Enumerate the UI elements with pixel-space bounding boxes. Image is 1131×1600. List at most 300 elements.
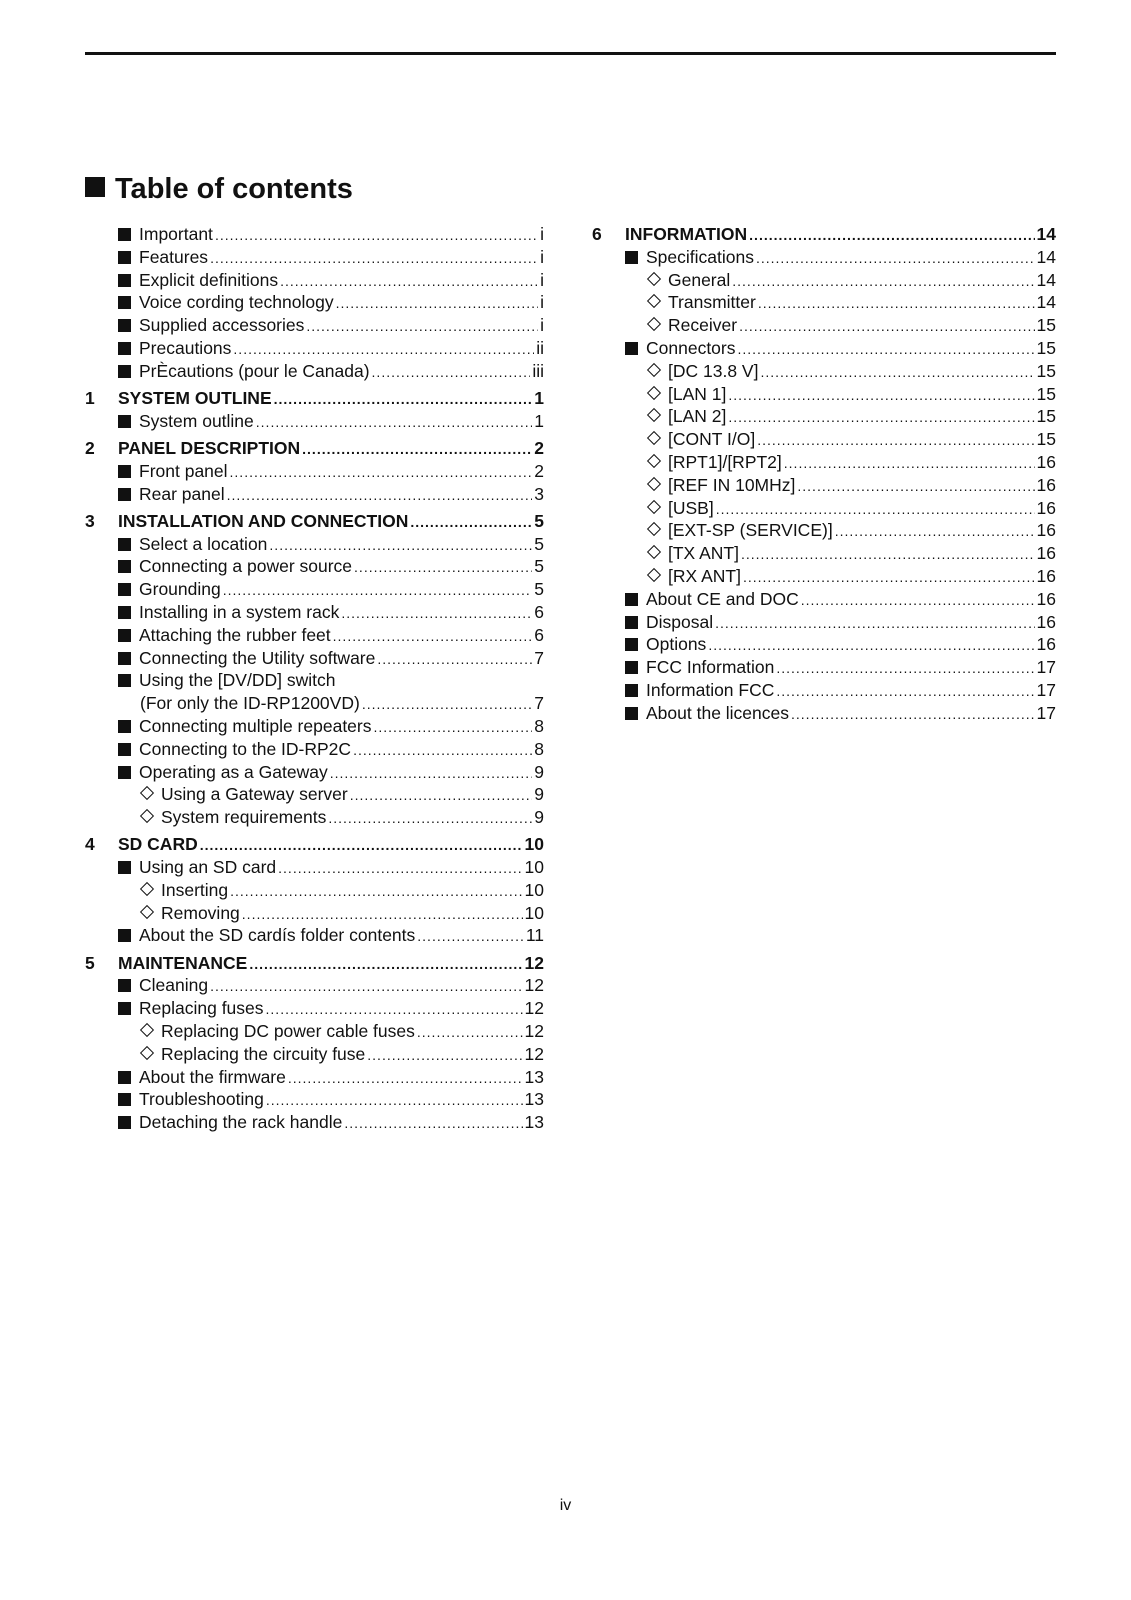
toc-page-number: 14: [1036, 269, 1056, 290]
toc-entry-title: Using a Gateway server: [161, 784, 348, 805]
toc-entry-title: About the licences: [646, 702, 790, 723]
dot-leader: [716, 498, 1035, 521]
toc-entry-row[interactable]: [592, 519, 1056, 542]
toc-entry: [625, 588, 1056, 612]
dot-leader: [835, 520, 1035, 543]
toc-entry-title: Using an SD card: [139, 857, 277, 878]
dot-leader: [353, 739, 532, 762]
toc-entry-title: Connectors: [646, 337, 736, 358]
toc-page-number: i: [540, 224, 544, 244]
toc-entry: [118, 483, 544, 507]
diamond-bullet-icon: [647, 474, 668, 497]
toc-entry: [625, 679, 1056, 703]
page-title-text: Table of contents: [115, 173, 353, 205]
toc-entry-row[interactable]: [85, 879, 544, 902]
toc-entry-row[interactable]: [592, 679, 1056, 702]
square-bullet-icon: [118, 291, 139, 314]
toc-entry: [118, 510, 544, 534]
toc-entry-row[interactable]: [85, 291, 544, 314]
toc-entry: [625, 223, 1056, 247]
diamond-bullet-icon: [140, 1020, 161, 1043]
square-bullet-icon: [118, 314, 139, 337]
toc-entry-title: Voice cording technology: [139, 292, 334, 313]
toc-entry-row[interactable]: [85, 483, 544, 506]
toc-page-number: 15: [1036, 406, 1056, 427]
toc-entry-row[interactable]: [85, 924, 544, 947]
dot-leader: [417, 925, 524, 948]
toc-page-number: 10: [524, 834, 544, 855]
toc-page-number: 15: [1036, 337, 1056, 358]
dot-leader: [230, 880, 522, 903]
dot-leader: [306, 315, 538, 338]
toc-entry-row[interactable]: [85, 783, 544, 806]
toc-left-column: [85, 223, 544, 1134]
toc-entry-row[interactable]: [592, 291, 1056, 314]
toc-entry-title: PANEL DESCRIPTION: [118, 437, 301, 458]
dot-leader: [715, 612, 1034, 635]
toc-entry-title: [RX ANT]: [668, 565, 741, 586]
toc-entry-row[interactable]: [85, 669, 544, 692]
toc-page-number: 13: [524, 1066, 544, 1087]
dot-leader: [242, 903, 523, 926]
toc-page-number: 14: [1036, 292, 1056, 313]
toc-entry-row[interactable]: [592, 474, 1056, 497]
dot-leader: [739, 315, 1034, 338]
toc-entry: [118, 1066, 544, 1090]
square-bullet-icon: [118, 337, 139, 360]
dot-leader: [377, 648, 532, 671]
toc-entry-title: [USB]: [668, 497, 714, 518]
toc-entry: [625, 337, 1056, 361]
toc-page-number: 17: [1036, 702, 1056, 723]
square-bullet-icon: [118, 1066, 139, 1089]
square-bullet-icon: [118, 555, 139, 578]
toc-page-number: 16: [1036, 634, 1056, 655]
page-number: iv: [559, 1497, 572, 1514]
toc-entry-row[interactable]: [85, 337, 544, 360]
toc-entry: [647, 314, 1056, 338]
diamond-bullet-icon: [647, 428, 668, 451]
toc-entry-row[interactable]: [85, 1088, 544, 1111]
toc-page-number: 5: [534, 579, 544, 600]
section-number: 3: [85, 510, 95, 531]
toc-entry-row[interactable]: [85, 601, 544, 624]
toc-page-number: 16: [1036, 497, 1056, 518]
toc-section-row[interactable]: [85, 833, 544, 856]
toc-entry-row[interactable]: [85, 314, 544, 337]
toc-entry-title: Disposal: [646, 611, 714, 632]
toc-entry-row[interactable]: [592, 542, 1056, 565]
dot-leader: [210, 247, 538, 270]
toc-entry-row[interactable]: [85, 997, 544, 1020]
toc-entry-title: Transmitter: [668, 292, 756, 313]
toc-entry-title: [CONT I/O]: [668, 429, 756, 450]
toc-page-number: i: [540, 292, 544, 313]
toc-entry-title: FCC Information: [646, 657, 775, 678]
toc-entry-row[interactable]: [85, 578, 544, 601]
toc-entry-row[interactable]: [85, 246, 544, 269]
toc-entry-title: General: [668, 269, 731, 290]
toc-entry: [140, 1020, 544, 1044]
toc-entry-title: INFORMATION: [625, 224, 748, 244]
toc-entry: [118, 555, 544, 579]
dot-leader: [350, 784, 533, 807]
square-bullet-icon: [625, 246, 646, 269]
dot-leader: [797, 475, 1034, 498]
dot-leader: [372, 361, 531, 384]
toc-entry-title: Connecting to the ID-RP2C: [139, 738, 352, 759]
dot-leader: [215, 224, 538, 247]
toc-page-number: 17: [1036, 657, 1056, 678]
toc-page-number: 12: [524, 998, 544, 1019]
toc-entry-row[interactable]: [85, 1020, 544, 1043]
toc-entry-row[interactable]: [85, 692, 544, 715]
toc-entry-row[interactable]: [592, 314, 1056, 337]
square-bullet-icon: [118, 410, 139, 433]
diamond-bullet-icon: [647, 542, 668, 565]
toc-entry-title: Replacing fuses: [139, 998, 264, 1019]
toc-section-row[interactable]: [85, 952, 544, 975]
toc-page-number: iii: [532, 360, 544, 381]
diamond-bullet-icon: [647, 519, 668, 542]
square-bullet-icon: [118, 761, 139, 784]
toc-entry-title: About the firmware: [139, 1066, 286, 1087]
toc-entry: [118, 856, 544, 880]
dot-leader: [776, 657, 1034, 680]
toc-page-number: 9: [534, 761, 544, 782]
toc-entry: [647, 360, 1056, 384]
toc-entry-title: Rear panel: [139, 483, 225, 504]
toc-entry-title: Connecting a power source: [139, 556, 353, 577]
square-bullet-icon: [625, 611, 646, 634]
toc-entry: [118, 647, 544, 671]
toc-entry-title: [LAN 2]: [668, 406, 727, 427]
toc-page-number: i: [540, 246, 544, 267]
toc-entry: [118, 578, 544, 602]
toc-entry-row[interactable]: [85, 974, 544, 997]
toc-section-row[interactable]: [85, 387, 544, 410]
toc-page-number: 3: [534, 483, 544, 504]
diamond-bullet-icon: [140, 902, 161, 925]
toc-entry-row[interactable]: [85, 360, 544, 383]
toc-entry: [647, 519, 1056, 543]
toc-entry-row[interactable]: [85, 1066, 544, 1089]
toc-entry: [118, 974, 544, 998]
square-bullet-icon: [118, 223, 139, 246]
toc-page-number: i: [540, 315, 544, 336]
toc-entry-row[interactable]: [85, 806, 544, 829]
toc-entry-title: Replacing the circuity fuse: [161, 1043, 366, 1064]
section-number: 2: [85, 437, 95, 458]
toc-entry-row[interactable]: [85, 460, 544, 483]
square-bullet-icon: [118, 601, 139, 624]
square-bullet-icon: [118, 360, 139, 383]
toc-entry-title: Explicit definitions: [139, 269, 279, 290]
toc-page-number: 12: [524, 952, 544, 973]
diamond-bullet-icon: [140, 1043, 161, 1066]
toc-entry-title: MAINTENANCE: [118, 952, 248, 973]
toc-entry-title: Important: [139, 224, 213, 244]
toc-page-number: 2: [534, 437, 544, 458]
dot-leader: [756, 247, 1035, 270]
dot-leader: [210, 975, 522, 998]
square-bullet-icon: [118, 997, 139, 1020]
toc-page-number: 15: [1036, 383, 1056, 404]
toc-entry: [140, 783, 544, 807]
dot-leader: [757, 429, 1034, 452]
toc-entry-title: Installing in a system rack: [139, 601, 340, 622]
square-bullet-icon: [118, 738, 139, 761]
square-bullet-icon: [118, 1111, 139, 1134]
toc-page-number: 12: [524, 1043, 544, 1064]
toc-page-number: 8: [534, 715, 544, 736]
toc-entry-row[interactable]: [85, 738, 544, 761]
dot-leader: [784, 452, 1035, 475]
toc-entry: [118, 601, 544, 625]
square-bullet-icon: [118, 269, 139, 292]
toc-page-number: 7: [534, 693, 544, 714]
toc-entry: [625, 611, 1056, 635]
toc-entry-row[interactable]: [592, 451, 1056, 474]
toc-entry-row[interactable]: [592, 405, 1056, 428]
toc-page-number: 5: [534, 533, 544, 554]
toc-entry-row[interactable]: [592, 337, 1056, 360]
toc-page-number: 9: [534, 784, 544, 805]
toc-entry: [140, 879, 544, 903]
diamond-bullet-icon: [647, 269, 668, 292]
toc-section-row[interactable]: [592, 223, 1056, 246]
toc-entry-row[interactable]: [85, 555, 544, 578]
dot-leader: [741, 543, 1035, 566]
toc-entry-title: [LAN 1]: [668, 383, 727, 404]
toc-entry-title: Detaching the rack handle: [139, 1112, 343, 1133]
toc-entry: [118, 314, 544, 338]
toc-page-number: 9: [534, 807, 544, 828]
square-bullet-icon: [118, 533, 139, 556]
toc-entry-row[interactable]: [592, 611, 1056, 634]
toc-entry: [647, 497, 1056, 521]
toc-page-number: 16: [1036, 543, 1056, 564]
toc-entry-title: Connecting multiple repeaters: [139, 715, 372, 736]
toc-entry-row[interactable]: [592, 588, 1056, 611]
dot-leader: [266, 998, 523, 1021]
toc-page-number: 14: [1036, 224, 1056, 244]
toc-entry: [647, 451, 1056, 475]
toc-entry-title: Features: [139, 246, 209, 267]
toc-entry-row[interactable]: [85, 410, 544, 433]
toc-entry-title: [DC 13.8 V]: [668, 360, 759, 381]
toc-section-row[interactable]: [85, 510, 544, 533]
toc-entry-title: Select a location: [139, 533, 268, 554]
toc-entry-row[interactable]: [592, 246, 1056, 269]
toc-page-number: 15: [1036, 360, 1056, 381]
toc-entry: [118, 291, 544, 315]
toc-entry-row[interactable]: [85, 1111, 544, 1134]
toc-entry-row[interactable]: [85, 761, 544, 784]
toc-page-number: ii: [536, 337, 544, 358]
dot-leader: [410, 511, 532, 534]
section-number: 4: [85, 834, 95, 855]
toc-entry: [118, 738, 544, 762]
dot-leader: [278, 857, 522, 880]
toc-entry-row[interactable]: [592, 428, 1056, 451]
toc-entry: [118, 1111, 544, 1135]
toc-entry: [625, 656, 1056, 680]
toc-entry: [118, 460, 544, 484]
toc-page-number: 13: [524, 1112, 544, 1133]
toc-entry-row[interactable]: [85, 624, 544, 647]
diamond-bullet-icon: [647, 383, 668, 406]
toc-section-row[interactable]: [85, 437, 544, 460]
toc-entry: [647, 269, 1056, 293]
diamond-bullet-icon: [647, 497, 668, 520]
toc-entry: [647, 542, 1056, 566]
toc-entry-row[interactable]: [85, 1043, 544, 1066]
square-bullet-icon: [118, 856, 139, 879]
toc-entry: [118, 337, 544, 361]
dot-leader: [223, 579, 533, 602]
toc-entry-title: Removing: [161, 902, 240, 923]
dot-leader: [341, 602, 532, 625]
toc-entry-title: Supplied accessories: [139, 315, 305, 336]
dot-leader: [791, 703, 1035, 726]
square-bullet-icon: [118, 924, 139, 947]
toc-entry-title: Specifications: [646, 246, 754, 267]
toc-entry: [647, 405, 1056, 429]
dot-leader: [367, 1044, 522, 1067]
dot-leader: [374, 716, 533, 739]
dot-leader: [760, 361, 1034, 384]
square-bullet-icon: [625, 702, 646, 725]
toc-page-number: 6: [534, 601, 544, 622]
toc-right-column: [592, 223, 1056, 725]
toc-entry-title: (For only the ID-RP1200VD): [140, 693, 360, 714]
toc-entry: [118, 437, 544, 461]
toc-entry-row[interactable]: [592, 269, 1056, 292]
toc-entry-title: System requirements: [161, 807, 327, 828]
toc-entry-row[interactable]: [592, 633, 1056, 656]
header-rule: [85, 52, 1056, 55]
toc-entry-title: Attaching the rubber feet: [139, 624, 331, 645]
dot-leader: [266, 1089, 523, 1112]
square-bullet-icon: [118, 460, 139, 483]
diamond-bullet-icon: [647, 405, 668, 428]
dot-leader: [801, 589, 1035, 612]
toc-entry-title: [EXT-SP (SERVICE)]: [668, 520, 833, 541]
toc-entry-row[interactable]: [85, 902, 544, 925]
dot-leader: [274, 388, 533, 411]
section-number: 1: [85, 387, 95, 408]
toc-page-number: 16: [1036, 451, 1056, 472]
toc-page-number: 10: [524, 879, 544, 900]
square-bullet-icon: [625, 656, 646, 679]
dot-leader: [256, 411, 532, 434]
dot-leader: [200, 834, 523, 857]
toc-entry: [118, 410, 544, 434]
toc-page-number: 1: [534, 410, 544, 431]
toc-page-number: 12: [524, 1021, 544, 1042]
toc-entry-row[interactable]: [592, 565, 1056, 588]
toc-entry: [118, 624, 544, 648]
toc-page-number: 11: [525, 925, 544, 946]
toc-entry-row[interactable]: [85, 856, 544, 879]
dot-leader: [288, 1067, 523, 1090]
square-bullet-icon: [625, 679, 646, 702]
toc-entry-title: Information FCC: [646, 679, 775, 700]
toc-entry: [118, 761, 544, 785]
toc-entry-row[interactable]: [592, 702, 1056, 725]
toc-page-number: 16: [1036, 565, 1056, 586]
dot-leader: [280, 270, 538, 293]
toc-entry-row[interactable]: [85, 223, 544, 246]
dot-leader: [302, 438, 532, 461]
dot-leader: [354, 556, 532, 579]
dot-leader: [728, 384, 1034, 407]
toc-entry: [118, 952, 544, 976]
dot-leader: [328, 807, 532, 830]
dot-leader: [230, 461, 533, 484]
toc-entry-row[interactable]: [85, 647, 544, 670]
toc-page-number: 7: [534, 647, 544, 668]
toc-entry-title: SD CARD: [118, 834, 198, 855]
toc-entry-row[interactable]: [592, 383, 1056, 406]
toc-entry: [118, 997, 544, 1021]
diamond-bullet-icon: [647, 565, 668, 588]
toc-entry-title: About CE and DOC: [646, 588, 799, 609]
toc-entry: [118, 924, 544, 948]
toc-page-number: 16: [1036, 474, 1056, 495]
toc-entry-title: Troubleshooting: [139, 1089, 264, 1110]
toc-entry-row[interactable]: [85, 715, 544, 738]
toc-entry: [140, 806, 544, 830]
section-number: 5: [85, 952, 95, 973]
square-bullet-icon: [118, 483, 139, 506]
toc-page-number: 5: [534, 556, 544, 577]
toc-entry-row[interactable]: [85, 533, 544, 556]
toc-entry: [625, 246, 1056, 270]
dot-leader: [743, 566, 1035, 589]
toc-entry-row[interactable]: [592, 656, 1056, 679]
toc-page-number: 10: [524, 902, 544, 923]
toc-page-number: 6: [534, 624, 544, 645]
toc-page-number: 17: [1036, 679, 1056, 700]
toc-entry: [140, 902, 544, 926]
toc-entry-row[interactable]: [592, 360, 1056, 383]
square-bullet-icon: [118, 647, 139, 670]
diamond-bullet-icon: [647, 451, 668, 474]
toc-entry-row[interactable]: [85, 269, 544, 292]
toc-entry: [118, 669, 544, 692]
toc-entry-title: Precautions: [139, 337, 232, 358]
dot-leader: [249, 953, 522, 976]
dot-leader: [708, 634, 1034, 657]
toc-page-number: 5: [534, 510, 544, 531]
toc-entry-title: Operating as a Gateway: [139, 761, 328, 782]
toc-entry-row[interactable]: [592, 497, 1056, 520]
toc-page-number: 16: [1036, 588, 1056, 609]
square-bullet-icon: [118, 974, 139, 997]
toc-entry-title: [TX ANT]: [668, 543, 739, 564]
toc-entry: [118, 269, 544, 293]
toc-entry-title: Connecting the Utility software: [139, 647, 376, 668]
dot-leader: [732, 270, 1034, 293]
dot-leader: [417, 1021, 523, 1044]
page-title: [85, 172, 353, 206]
toc-entry-title: Using the [DV/DD] switch: [139, 670, 336, 691]
square-bullet-icon: [118, 578, 139, 601]
toc-page-number: 8: [534, 738, 544, 759]
toc-page-number: i: [540, 269, 544, 290]
